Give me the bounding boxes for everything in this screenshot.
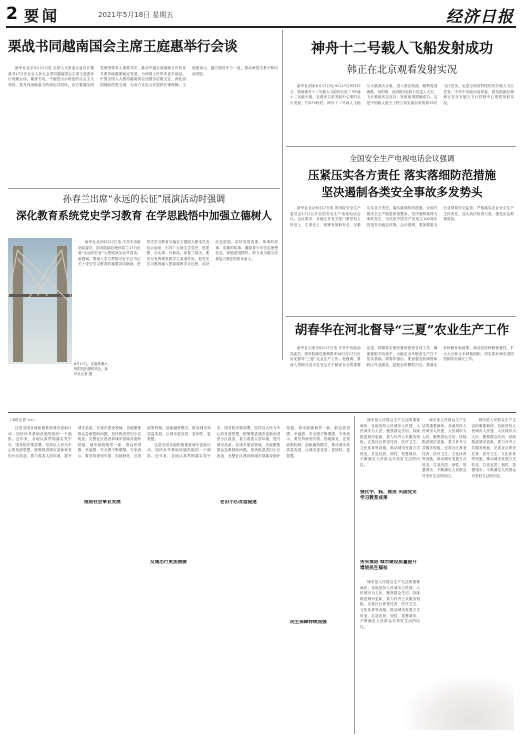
section-name: 要闻 (24, 7, 61, 25)
newspaper-logo: 经济日报 (445, 7, 514, 26)
article-sun-body: 新华社北京6月17日电 中共中央政治局委员、国务院副总理孙春兰17日出席“永远的长征”大型展演活动并讲话。她强调，要深入学习贯彻习近平总书记关于党史学习教育的重要讲话精神，把党史学习教育与落实立德树人根本任务结合起来，引导广大师生学党史、悟思想、办实事、开新局。孙春兰指出，要充分发挥课堂教学主渠道作用，把党史学习教育融入思政课教学全过程，用好红色资源，讲好党的故事、革命的故事、英雄的故事，激励青少年坚定理想信念，厚植爱国情怀，努力成为堪当民族复兴重任的时代新人。 (78, 240, 278, 267)
article-safety-body: 新华社北京6月17日电 国务院安全生产委员会17日召开全国安全生产电视电话会议。会议要求，各地区各有关部门要坚持人民至上、生命至上，统筹发展和安全，压紧压实各方责任，落实落细防范措施，全面开展安全生产隐患排查整治，坚决遏制重特大事故发生，为庆祝中国共产党成立100周年营造安全稳定环境。会议强调，要加强重点行业领域安全监管，严格落实企业安全生产主体责任，加大执法检查力度，强化应急救援准备。 (290, 206, 514, 227)
right-col-body-upper: 城市是人民群众生产生活的重要载体。各地坚持人民城市人民建、人民城市为人民，聚焦群众关切，持续推进城市更新，着力补齐公共服务短板，完善社区养老托育、医疗卫生、文化体育等设施，推动城市发展方式转变，打造宜居、韧性、智慧城市，不断满足人民群众对美好生活的向往。 (360, 418, 420, 467)
issue-date: 2021年5月18日 星期五 (98, 11, 174, 19)
kicker-sun: 孙春兰出席“永远的长征”展演活动时强调 (62, 195, 226, 205)
photo-caption: 6月17日，在港珠澳大桥附近拍摄的风光。新华社记者 摄 (74, 362, 108, 376)
article-shenzhou-body: 新华社酒泉6月17日电 6月17日9时22分，搭载神舟十二号载人飞船的长征二号F遥十二运载火箭，在酒泉卫星发射中心准时点火发射，约573秒后，神舟十二号载人飞船与火箭成功分离，进入预定轨道，顺利将聂海胜、刘伯明、汤洪波3名航天员送入太空，飞行乘组状态良好，发射取得圆满成功。这是中国载人航天工程立项实施以来的第19次飞行任务，也是空间站阶段的首次载人飞行任务。中共中央政治局常委、国务院副总理韩正在北京航天飞行控制中心观看发射实况。 (290, 84, 514, 105)
article-li-body: 新华社北京5月17日电 全国人大常委会委员长栗战书17日在北京人民大会堂同越南国会主席王庭惠举行视频会谈。栗战书说，中越是山水相连的社会主义邻邦，是具有战略意义的命运共同体。双方要落实两党两国领导人重要共识，推动中越全面战略合作伙伴关系持续健康稳定发展，为两国人民带来更多福祉。中国全国人大愿同越南国会加强各层级交往，深化治国理政经验交流，为双方务实合作提供法律保障。王庭惠表示，越方愿同中方一道，推动两国关系不断向前发展。 (8, 66, 278, 87)
section-divider (286, 316, 516, 317)
headline-safety-2[interactable]: 坚决遏制各类安全事故多发势头 (321, 185, 483, 199)
right-col-headline[interactable]: 强化学、践、推进 巩固党史学习教育成果 (360, 490, 417, 501)
page-number: 2 (6, 4, 18, 24)
headline-hu[interactable]: 胡春华在河北督导“三夏”农业生产工作 (294, 322, 510, 337)
right-col-body: 城市是人民群众生产生活的重要载体。各地坚持人民城市人民建、人民城市为人民，聚焦群众关切，持续推进城市更新，着力补齐公共服务短板，完善社区养老托育、医疗卫生、文化体育等设施，推动城市发展方式转变，打造宜居、韧性、智慧城市，不断满足人民群众对美好生活的向往。 城市是人民群众生产生活的重要载体。各地坚持人民城市人民建、人民城市为人民，聚焦群众关切，持续推进城市更新，着力补齐公共服务短板，完善社区养老托育、医疗卫生、文化体育等设施，推动城市发展方式转变，打造宜居、韧性、智慧城市，不断满足人民群众对美好生活的向往。 (422, 418, 516, 478)
feature-subhead: 老旧小区改造提速 (220, 500, 257, 505)
section-divider (8, 412, 516, 413)
subhead-shenzhou: 韩正在北京观看发射实况 (347, 65, 457, 76)
feature-subhead: 民生保障持续加强 (290, 620, 327, 625)
column-divider (282, 30, 283, 360)
kicker-safety: 全国安全生产电视电话会议强调 (349, 154, 455, 163)
feature-subhead: 交通出行更加便捷 (150, 560, 187, 565)
section-divider (286, 146, 516, 147)
bridge-photo (8, 238, 72, 364)
column-divider (354, 416, 355, 734)
headline-shenzhou[interactable]: 神舟十二号载人飞船发射成功 (311, 41, 493, 57)
feature-body: 这是全国各地积极推进城市更新行动、加快补齐基础设施短板的一个缩影。近年来，各地认真贯彻落实党中央、国务院决策部署，坚持以人民为中心的发展思想，统筹推进城市更新和老旧小区改造，着力改善人居环境，提升城市品质。在城乡建设领域，各地聚焦群众急难愁盼问题，加快推进老旧小区改造、完整社区建设和城市基础设施补短板，城市面貌焕然一新，群众获得感、幸福感、安全感不断增强。专家表示，要坚持规划引领、因地制宜，完善政策机制，创新融资模式，推动城市高质量发展，让城市更宜居、更韧性、更智慧。 这是全国各地积极推进城市更新行动、加快补齐基础设施短板的一个缩影。近年来，各地认真贯彻落实党中央、国务院决策部署，坚持以人民为中心的发展思想，统筹推进城市更新和老旧小区改造，着力改善人居环境，提升城市品质。在城乡建设领域，各地聚焦群众急难愁盼问题，加快推进老旧小区改造、完整社区建设和城市基础设施补短板，城市面貌焕然一新，群众获得感、幸福感、安全感不断增强。专家表示，要坚持规划引领、因地制宜，完善政策机制，创新融资模式，推动城市高质量发展，让城市更宜居、更韧性、更智慧。 (8, 426, 350, 458)
right-col-subhead: 务实推进 城市建设质量提升 增进民生福祉 (360, 560, 417, 571)
headline-sun[interactable]: 深化教育系统党史学习教育 在学思践悟中加强立德树人 (16, 210, 272, 222)
headline-li[interactable]: 栗战书同越南国会主席王庭惠举行会谈 (8, 39, 238, 55)
decorative-watermark (404, 676, 514, 730)
article-hu-body: 新华社石家庄6月17日电 中共中央政治局委员、国务院副总理胡春华16日至17日在河北督导“三夏”农业生产工作。他强调，要深入贯彻习近平总书记关于粮食安全的重要论述，抓紧抓实夏收夏种夏管各项工作，确保夏粮丰收到手，为稳定全年粮食生产打下坚实基础。胡春华指出，要加强农机调度和跨区作业服务，抢抓农时颗粒归仓；要落实好种粮补贴政策，调动农民种粮积极性，扩大大豆和玉米种植面积，切实抓好病虫害防控和防灾减灾工作。 (290, 346, 514, 367)
right-col-body-lower: 城市是人民群众生产生活的重要载体。各地坚持人民城市人民建、人民城市为人民，聚焦群众关切，持续推进城市更新，着力补齐公共服务短板，完善社区养老托育、医疗卫生、文化体育等设施，推动城市发展方式转变，打造宜居、韧性、智慧城市，不断满足人民群众对美好生活的向往。 (360, 580, 420, 629)
feature-byline: （本报记者 ××） (8, 418, 37, 422)
headline-safety-1[interactable]: 压紧压实各方责任 落实落细防范措施 (307, 168, 496, 182)
masthead-rule (6, 26, 516, 28)
feature-subhead: 推进社会事业发展 (84, 500, 121, 505)
section-divider (8, 188, 280, 189)
masthead (6, 4, 516, 26)
